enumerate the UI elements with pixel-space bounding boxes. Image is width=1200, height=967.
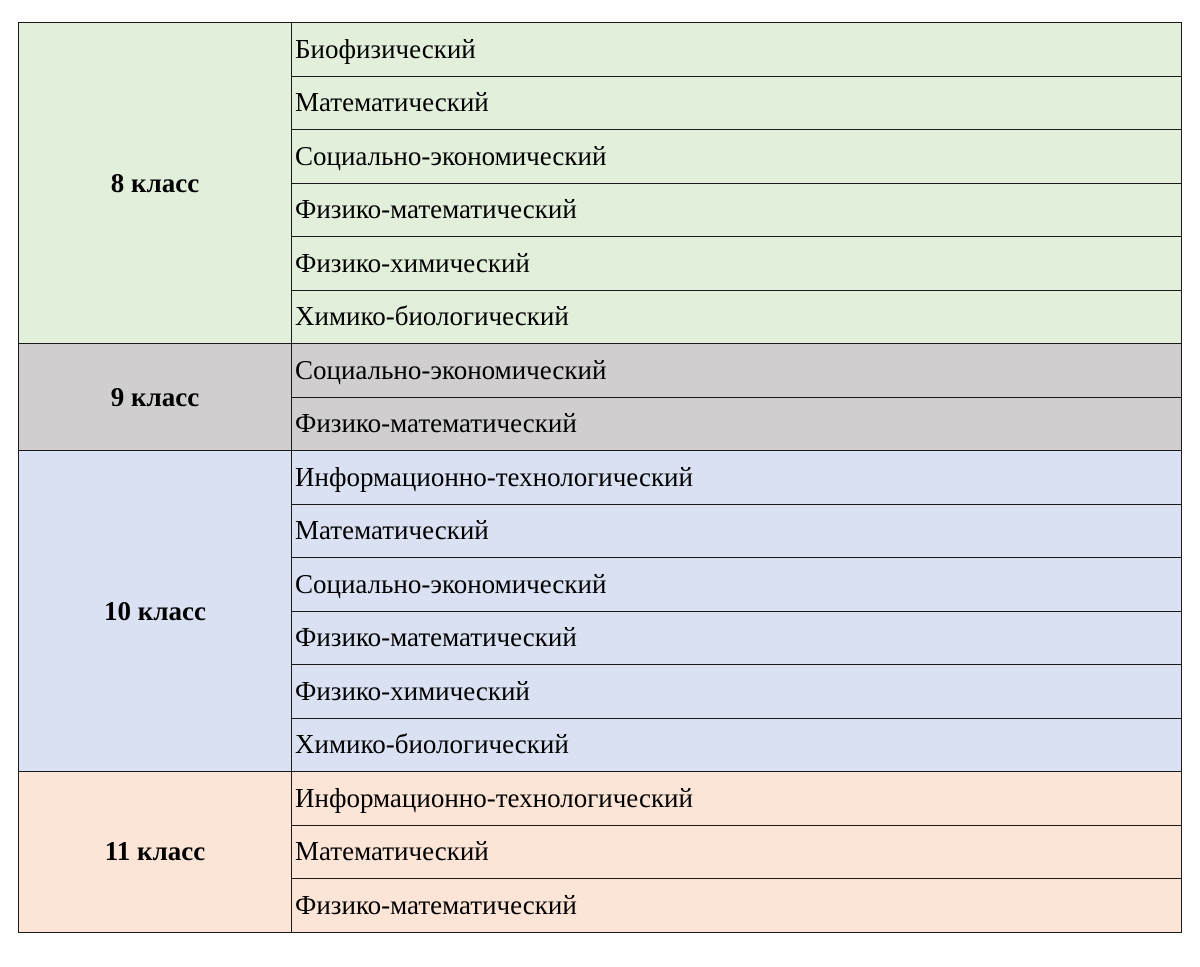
profile-cell: Физико-математический	[292, 879, 1182, 933]
profile-cell: Химико-биологический	[292, 718, 1182, 772]
profile-cell: Социально-экономический	[292, 130, 1182, 184]
grade-cell: 11 класс	[19, 772, 292, 933]
profile-cell: Математический	[292, 76, 1182, 130]
profile-cell: Физико-математический	[292, 397, 1182, 451]
profile-cell: Информационно-технологический	[292, 451, 1182, 505]
grade-cell: 9 класс	[19, 344, 292, 451]
profile-cell: Социально-экономический	[292, 344, 1182, 398]
profile-cell: Математический	[292, 504, 1182, 558]
profile-cell: Информационно-технологический	[292, 772, 1182, 826]
table-row	[19, 451, 1182, 505]
profile-cell: Математический	[292, 825, 1182, 879]
profile-cell: Социально-экономический	[292, 558, 1182, 612]
profile-cell: Физико-химический	[292, 665, 1182, 719]
table-body	[19, 23, 1182, 933]
profile-cell: Физико-математический	[292, 183, 1182, 237]
grade-cell: 10 класс	[19, 451, 292, 772]
profile-cell: Физико-химический	[292, 237, 1182, 291]
grade-profile-table	[18, 22, 1182, 933]
profile-cell: Физико-математический	[292, 611, 1182, 665]
profile-cell: Биофизический	[292, 23, 1182, 77]
profile-cell: Химико-биологический	[292, 290, 1182, 344]
table-row	[19, 344, 1182, 398]
grade-cell: 8 класс	[19, 23, 292, 344]
table-row	[19, 772, 1182, 826]
table-row	[19, 23, 1182, 77]
